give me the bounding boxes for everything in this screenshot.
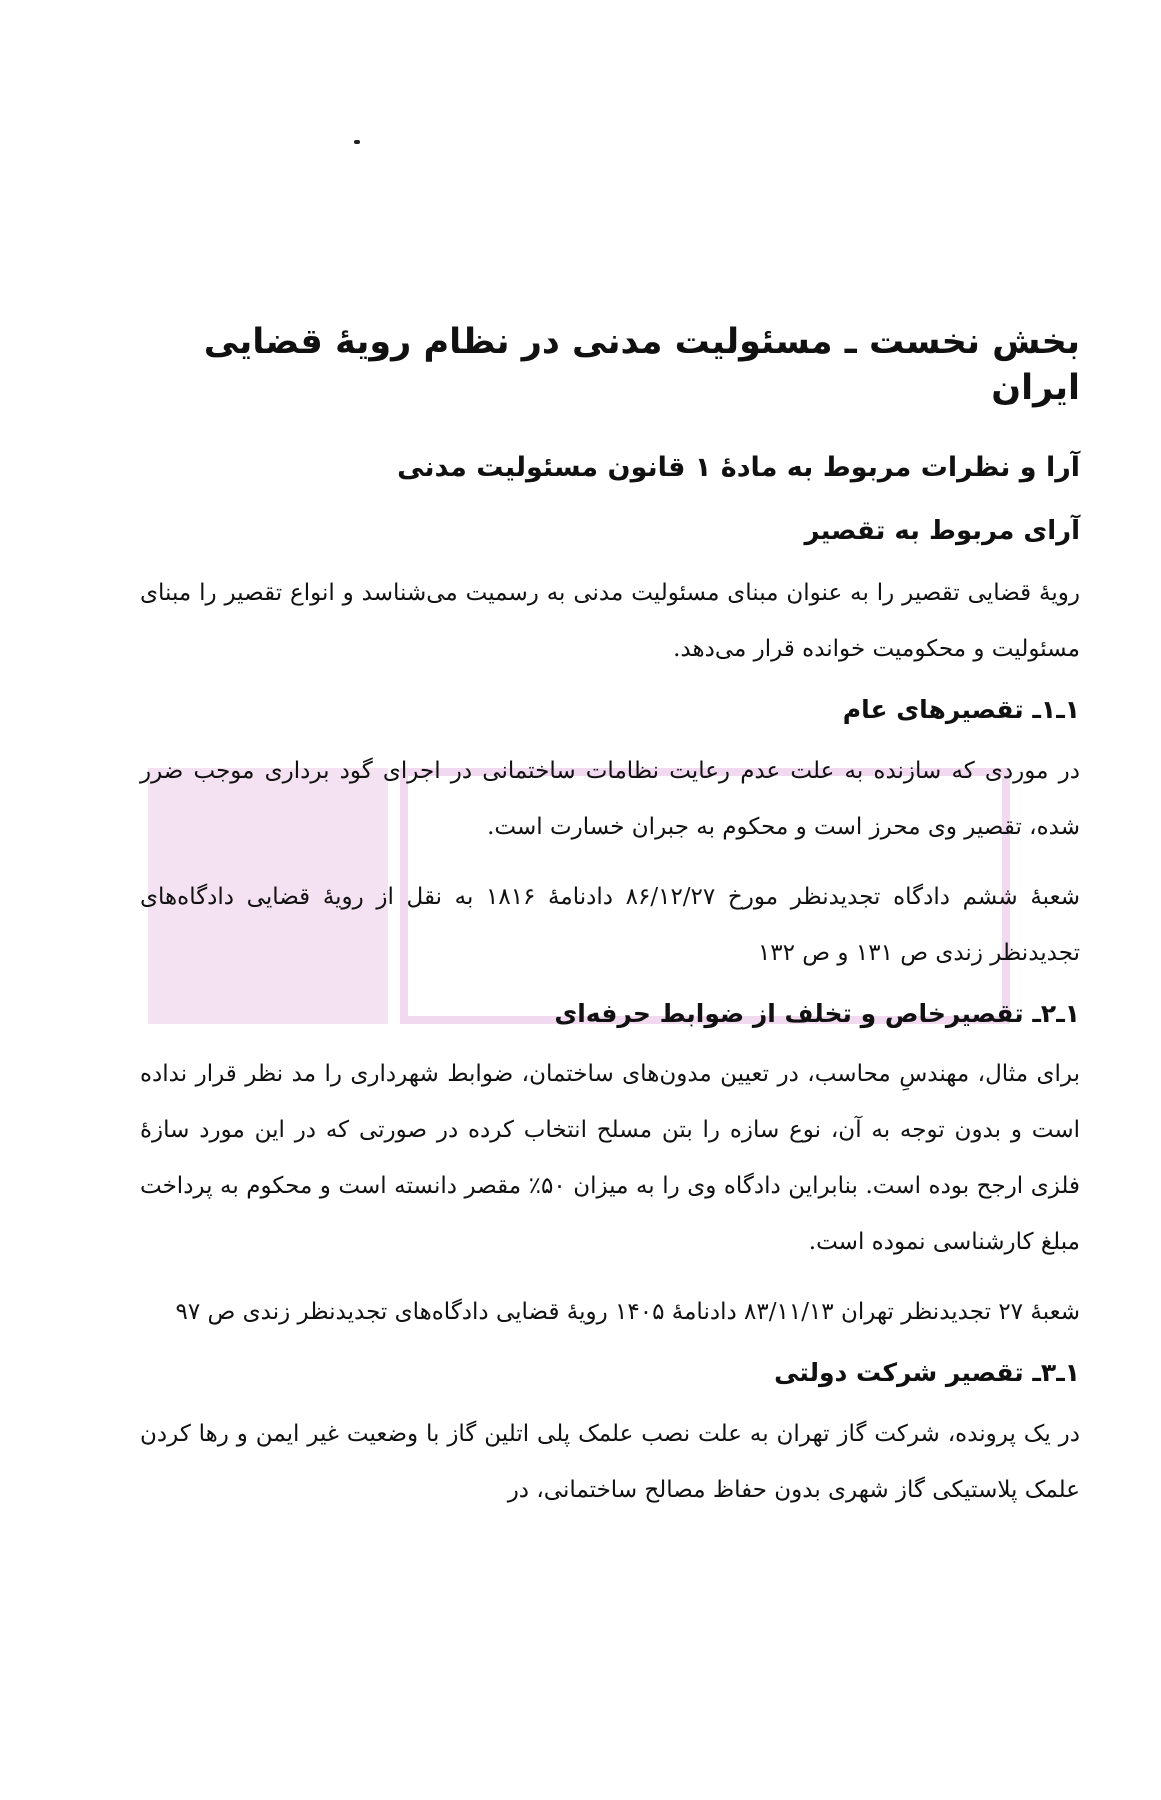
item-body-2: برای مثال، مهندسِ محاسب، در تعیین مدون‌های ساختمان، ضوابط شهرداری را مد نظر قرار نداده است و بدون توجه به آن، نوع سازه را بتن مسلح انتخاب کرده در صورتی که در این مورد سازهٔ فلزی ارجح بوده است. بنابراین دادگاه وی را به میزان ۵۰٪ مقصر دانسته است و محکوم به پرداخت مبلغ کارشناسی نموده است.	[140, 1061, 1081, 1256]
subsection-title: آرای مربوط به تقصیر	[804, 515, 1080, 546]
intro-paragraph: رویهٔ قضایی تقصیر را به عنوان مبنای مسئولیت مدنی به رسمیت می‌شناسد و انواع تقصیر را مبنای مسئولیت و محکومیت خوانده قرار می‌دهد.	[140, 580, 1080, 663]
ink-dot	[354, 140, 360, 144]
part-title: بخش نخست ـ مسئولیت مدنی در نظام رویهٔ قضایی ایران	[203, 322, 1080, 408]
section-title: آرا و نظرات مربوط به مادهٔ ۱ قانون مسئولیت مدنی	[397, 452, 1080, 483]
item-heading-3: ۱ـ۳ـ تقصیر شرکت دولتی	[774, 1358, 1080, 1388]
document-body	[140, 320, 1080, 1532]
item-reference-2: شعبهٔ ۲۷ تجدیدنظر تهران ۸۳/۱۱/۱۳ دادنامهٔ ۱۴۰۵ رویهٔ قضایی دادگاه‌های تجدیدنظر زندی ص ۹۷	[175, 1299, 1080, 1326]
item-heading-1: ۱ـ۱ـ تقصیرهای عام	[842, 695, 1080, 725]
item-body-1: در موردی که سازنده به علت عدم رعایت نظامات ساختمانی در اجرای گود برداری موجب ضرر شده، تقصیر وی محرز است و محکوم به جبران خسارت است.	[140, 757, 1080, 840]
item-body-3: در یک پرونده، شرکت گاز تهران به علت نصب علمک پلی اتلین گاز با وضعیت غیر ایمن و رها کردن علمک پلاستیکی گاز شهری بدون حفاظ مصالح ساختمانی، در	[140, 1420, 1080, 1503]
item-heading-2: ۱ـ۲ـ تقصیرخاص و تخلف از ضوابط حرفه‌ای	[554, 998, 1080, 1028]
item-reference-1: شعبهٔ ششم دادگاه تجدیدنظر مورخ ۸۶/۱۲/۲۷ دادنامهٔ ۱۸۱۶ به نقل از رویهٔ قضایی دادگاه‌های تجدیدنظر زندی ص ۱۳۱ و ص ۱۳۲	[140, 883, 1080, 966]
